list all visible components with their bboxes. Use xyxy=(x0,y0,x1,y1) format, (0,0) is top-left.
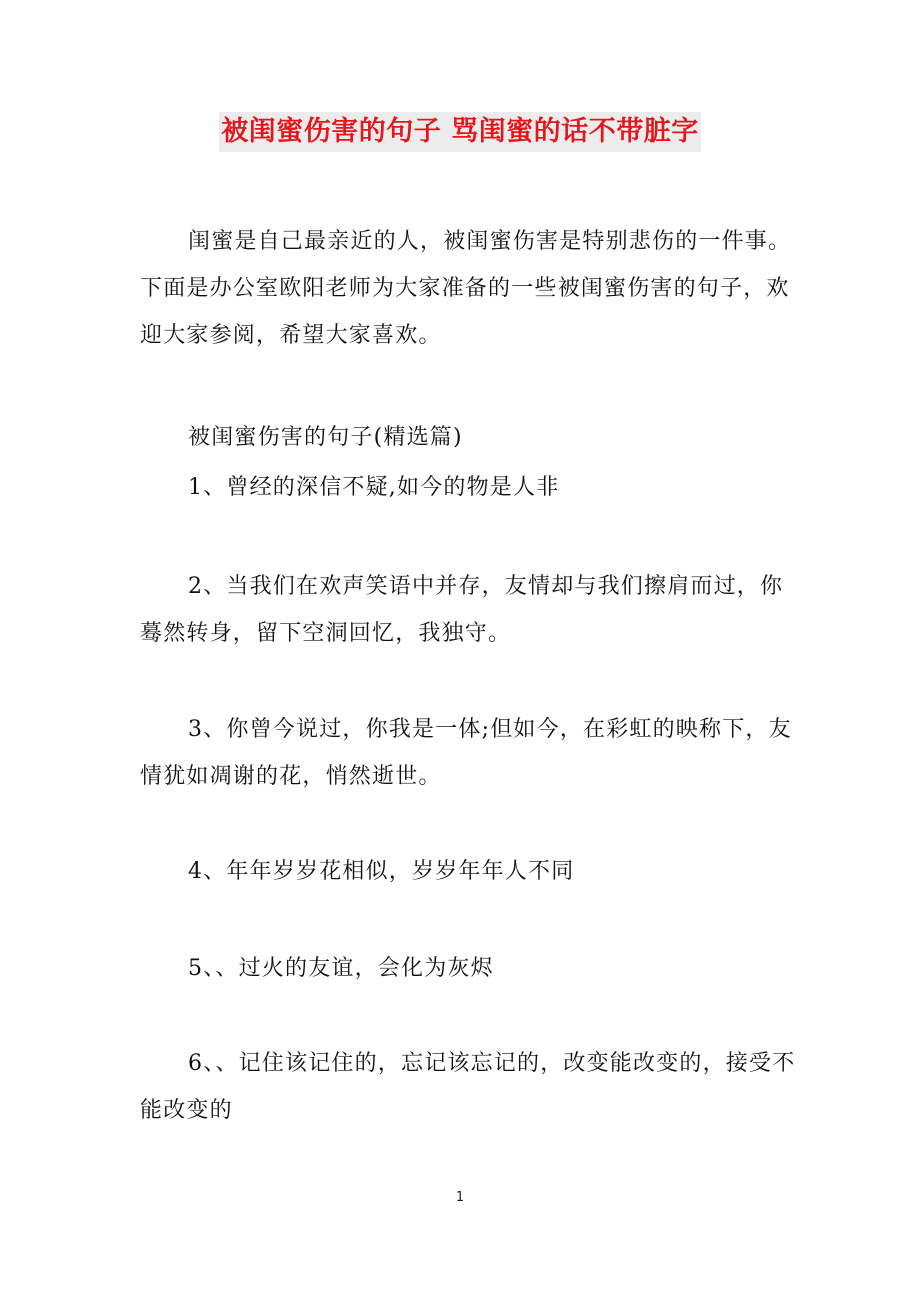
list-item: 4、年年岁岁花相似，岁岁年年人不同 xyxy=(188,859,575,884)
list-item: 1、曾经的深信不疑,如今的物是人非 xyxy=(188,475,560,500)
list-item: 6、、记住该记住的，忘记该忘记的，改变能改变的，接受不能改变的 xyxy=(140,1051,796,1123)
document-title: 被闺蜜伤害的句子 骂闺蜜的话不带脏字 xyxy=(219,112,700,152)
list-item: 3、你曾今说过，你我是一体;但如今，在彩虹的映称下，友情犹如凋谢的花，悄然逝世。 xyxy=(140,717,792,789)
list-item: 2、当我们在欢声笑语中并存，友情却与我们擦肩而过，你蓦然转身，留下空洞回忆，我独守。 xyxy=(140,574,784,646)
intro-paragraph: 闺蜜是自己最亲近的人，被闺蜜伤害是特别悲伤的一件事。下面是办公室欧阳老师为大家准备的一些被闺蜜伤害的句子，欢迎大家参阅，希望大家喜欢。 xyxy=(140,229,792,348)
section-heading: 被闺蜜伤害的句子(精选篇) xyxy=(188,425,463,450)
title-container xyxy=(0,112,920,152)
list-item: 5、、过火的友谊，会化为灰烬 xyxy=(188,956,494,981)
page-number: 1 xyxy=(455,1190,465,1205)
